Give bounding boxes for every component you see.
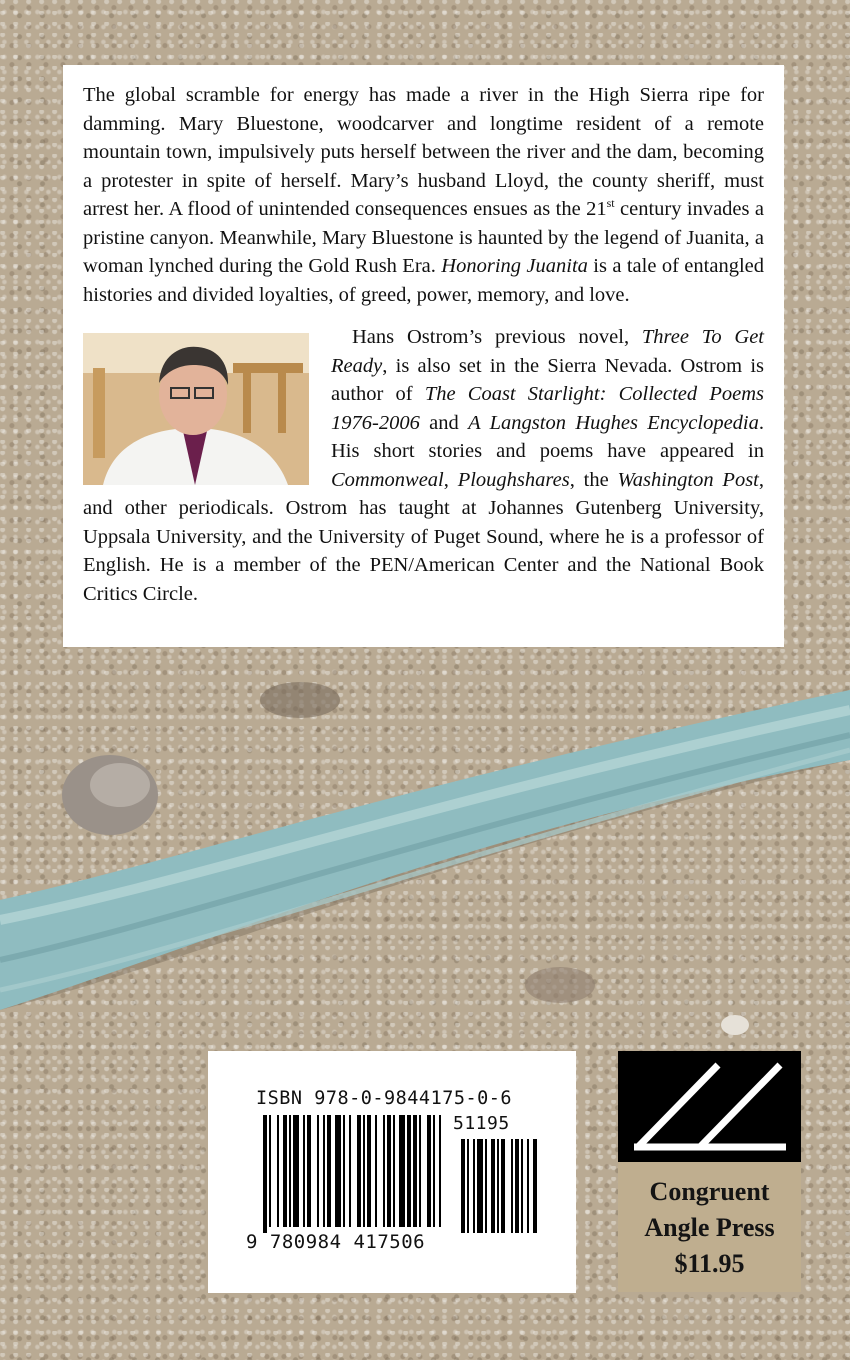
barcode-bar bbox=[277, 1115, 279, 1227]
barcode-bar bbox=[375, 1115, 377, 1227]
addon-barcode-bar bbox=[527, 1139, 529, 1233]
barcode-bar bbox=[343, 1115, 345, 1227]
addon-barcode-bar bbox=[485, 1139, 487, 1233]
isbn-label: ISBN 978-0-9844175-0-6 bbox=[256, 1088, 513, 1109]
book-title: Honoring Juanita bbox=[441, 255, 588, 277]
barcode-bar bbox=[263, 1115, 267, 1233]
addon-barcode-bar bbox=[473, 1139, 475, 1233]
addon-barcode-bar bbox=[515, 1139, 519, 1233]
barcode-bar bbox=[363, 1115, 365, 1227]
barcode-bar bbox=[399, 1115, 405, 1227]
barcode-box bbox=[208, 1051, 576, 1293]
barcode-bar bbox=[317, 1115, 319, 1227]
book-title: Three To Get Ready bbox=[331, 326, 765, 377]
barcode-bar bbox=[357, 1115, 361, 1227]
ean-digits: 9 780984 417506 bbox=[246, 1231, 426, 1253]
barcode-bar bbox=[407, 1115, 411, 1227]
barcode-bars bbox=[263, 1115, 553, 1240]
barcode-bar bbox=[283, 1115, 287, 1227]
barcode-bar bbox=[303, 1115, 305, 1227]
barcode-bar bbox=[439, 1115, 441, 1227]
synopsis-paragraph: The global scramble for energy has made a river in the High Sierra ripe for damming. Mary Bluestone, woodcarver and longtime resident of a remote mountain town, impulsively puts herself between the river and the dam, becoming a protester in spite of herself. Mary’s husband Lloyd, the county sheriff, must arrest her. A flood of unintended consequences ensues as the 21st century invades a pristine canyon. Meanwhile, Mary Bluestone is haunted by the legend of Juanita, a woman lynched during the Gold Rush Era. Honoring Juanita is a tale of entangled histories and divided loyalties, of greed, power, memory, and love. bbox=[83, 84, 764, 306]
publisher-logo bbox=[618, 1051, 801, 1292]
barcode-bar bbox=[413, 1115, 417, 1227]
barcode-bar bbox=[335, 1115, 341, 1227]
barcode-bar bbox=[307, 1115, 311, 1227]
barcode-bar bbox=[269, 1115, 271, 1227]
barcode-bar bbox=[383, 1115, 385, 1227]
barcode-bar bbox=[433, 1115, 435, 1227]
author-bio-paragraph: Hans Ostrom’s previous novel, Three To Get Ready, is also set in the Sierra Nevada. Ostrom is author of The Coast Starlight: Collected Poems 1976-2006 and A Langston Hughes Encyclopedia. His short stories and poems have appeared in Commonweal, Ploughshares, the Washington Post, and other periodicals. Ostrom has taught at Johannes Gutenberg University, Uppsala University, and the University of Puget Sound, where he is a professor of English. He is a member of the PEN/American Center and the National Book Critics Circle. bbox=[83, 326, 765, 605]
addon-barcode-bar bbox=[521, 1139, 523, 1233]
addon-barcode-bar bbox=[461, 1139, 465, 1233]
price-code: 51195 bbox=[453, 1113, 510, 1134]
publisher-name-line2: Angle Press bbox=[644, 1213, 775, 1242]
barcode-bar bbox=[367, 1115, 371, 1227]
price: $11.95 bbox=[674, 1249, 745, 1278]
barcode-bar bbox=[327, 1115, 331, 1227]
logo-text-area bbox=[618, 1162, 801, 1292]
addon-barcode-bar bbox=[467, 1139, 469, 1233]
publisher-name-line1: Congruent bbox=[649, 1177, 770, 1206]
addon-barcode-bar bbox=[491, 1139, 495, 1233]
barcode-bar bbox=[293, 1115, 299, 1227]
logo-mark bbox=[618, 1051, 801, 1162]
addon-barcode-bar bbox=[511, 1139, 513, 1233]
book-title: A Langston Hughes Encyclopedia bbox=[468, 411, 759, 434]
addon-barcode-bar bbox=[501, 1139, 505, 1233]
addon-barcode-bar bbox=[497, 1139, 499, 1233]
book-title: The Coast Starlight: Collected Poems 1976-2006 bbox=[331, 383, 764, 434]
barcode-bar bbox=[289, 1115, 291, 1227]
barcode-bar bbox=[323, 1115, 325, 1227]
barcode-bar bbox=[349, 1115, 351, 1227]
description-panel bbox=[63, 65, 784, 647]
publication-name: Ploughshares bbox=[457, 468, 570, 491]
publication-name: Washington Post bbox=[617, 468, 759, 491]
publication-name: Commonweal bbox=[331, 468, 444, 491]
barcode-bar bbox=[419, 1115, 421, 1227]
barcode-bar bbox=[387, 1115, 391, 1227]
angle-lines-icon bbox=[618, 1051, 801, 1162]
barcode-bar bbox=[393, 1115, 395, 1227]
addon-barcode-bar bbox=[477, 1139, 483, 1233]
author-photo bbox=[83, 333, 309, 485]
barcode-bar bbox=[427, 1115, 431, 1227]
addon-barcode-bar bbox=[533, 1139, 537, 1233]
